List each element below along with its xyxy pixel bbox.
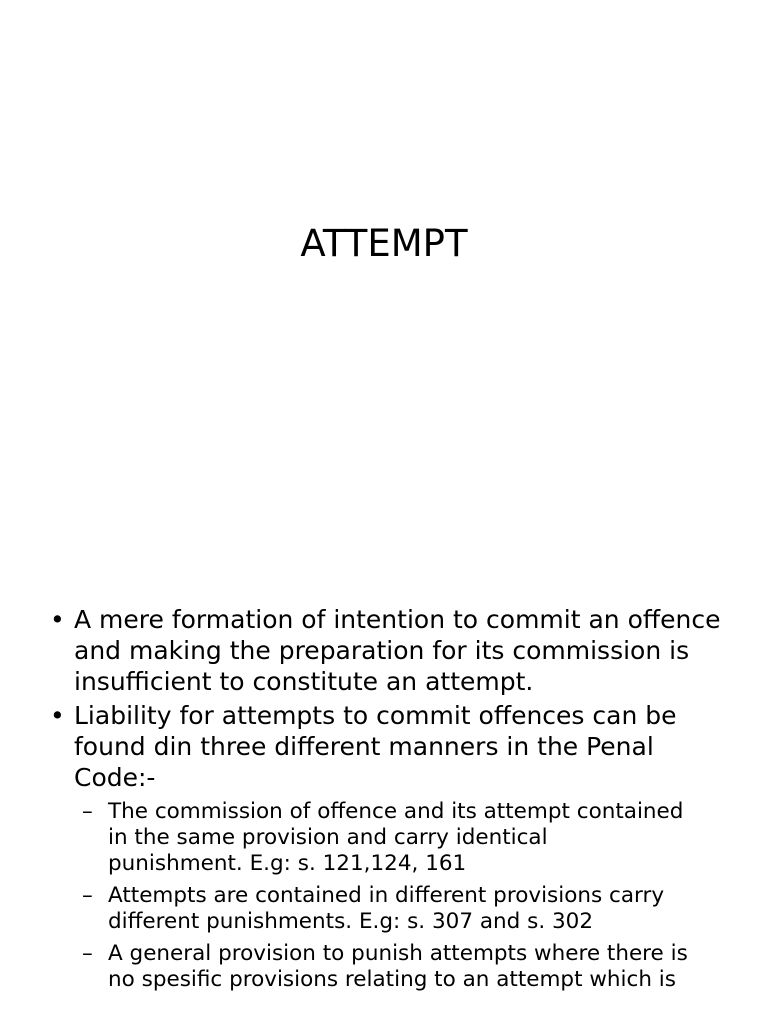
dash-marker: –	[82, 941, 93, 966]
sub-bullet-item-different-punishments	[74, 883, 728, 935]
sub-bullet-list	[74, 799, 728, 993]
bullet-list	[0, 604, 768, 999]
bullet-marker: •	[50, 605, 65, 634]
bullet-marker: •	[50, 701, 65, 730]
bullet-item-intention	[0, 604, 768, 697]
sub-bullet-text: A general provision to punish attempts where there is no spesific provisions relating to an attempt which is	[108, 941, 688, 992]
sub-bullet-item-identical-punishment	[74, 799, 728, 877]
dash-marker: –	[82, 799, 93, 824]
bullet-item-liability	[0, 700, 768, 993]
sub-bullet-text: The commission of offence and its attempt contained in the same provision and carry identical punishment. E.g: s. 121,124, 161	[108, 799, 684, 876]
sub-bullet-item-general-provision	[74, 941, 728, 993]
slide-title: ATTEMPT	[300, 222, 468, 265]
bullet-text: A mere formation of intention to commit an offence and making the preparation for its commission is insufficient to constitute an attempt.	[74, 605, 721, 696]
dash-marker: –	[82, 883, 93, 908]
bullet-text: Liability for attempts to commit offences can be found din three different manners in the Penal Code:-	[74, 701, 677, 792]
sub-bullet-text: Attempts are contained in different provisions carry different punishments. E.g: s. 307 and s. 302	[108, 883, 665, 934]
